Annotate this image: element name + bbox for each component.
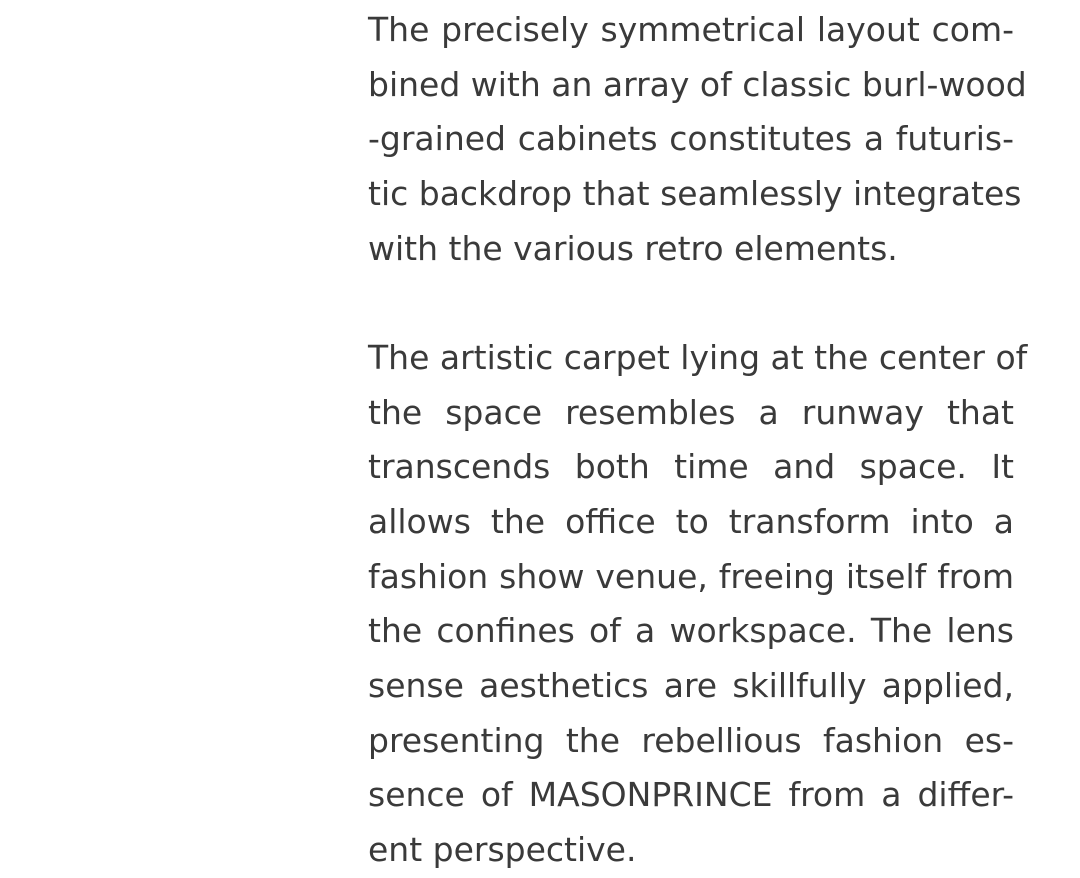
paragraph-spacer: [368, 276, 1048, 331]
text-line: fashion show venue, freeing itself from: [368, 556, 1014, 596]
text-line: bined with an array of classic burl-wood: [368, 64, 1027, 104]
text-line: the confines of a workspace. The lens: [368, 611, 1014, 651]
text-line: The artistic carpet lying at the center of: [368, 337, 1028, 377]
text-line: -grained cabinets constitutes a futuris-: [368, 119, 1014, 159]
text-line: allows the office to transform into a: [368, 502, 1014, 541]
text-line: sence of MASONPRINCE from a differ-: [368, 775, 1014, 815]
text-line: with the various retro elements.: [368, 228, 898, 268]
paragraph-1: [368, 3, 1048, 276]
text-line: tic backdrop that seamlessly integrates: [368, 174, 1022, 214]
text-line: presenting the rebellious fashion es-: [368, 720, 1014, 760]
text-line: transcends both time and space. It: [368, 447, 1014, 487]
text-line: sense aesthetics are skillfully applied,: [368, 666, 1014, 706]
paragraph-2: [368, 331, 1048, 878]
text-line: ent perspective.: [368, 830, 637, 870]
text-line: The precisely symmetrical layout com-: [368, 10, 1014, 49]
article-body: [368, 3, 1048, 878]
text-line: the space resembles a runway that: [368, 392, 1014, 432]
